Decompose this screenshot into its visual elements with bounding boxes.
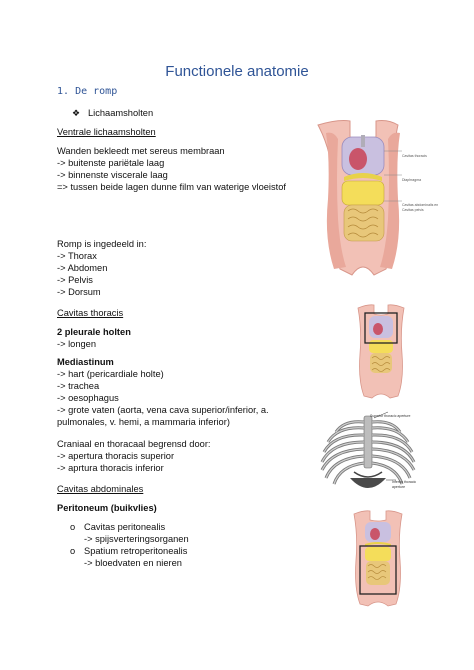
- circle-bullet-icon: o: [70, 522, 76, 532]
- outline-item-text: Spatium retroperitonealis: [84, 546, 188, 556]
- text-line: -> buitenste pariëtale laag: [57, 158, 165, 168]
- text-line: -> Dorsum: [57, 287, 101, 297]
- abdomen-highlight-figure: [344, 510, 412, 608]
- text-line: -> Pelvis: [57, 275, 93, 285]
- section-heading: [57, 86, 117, 98]
- text-line: -> aprtura thoracis inferior: [57, 463, 164, 473]
- text-line: -> Abdomen: [57, 263, 108, 273]
- cavitas-abdominales-heading: Cavitas abdominales: [57, 484, 144, 494]
- bullet-item-text: Lichaamsholten: [88, 108, 154, 118]
- figure-label: Cavitas thoracis: [402, 154, 427, 158]
- mediastinum-heading: Mediastinum: [57, 357, 114, 367]
- circle-bullet-icon: o: [70, 546, 76, 556]
- text-line: Craniaal en thoracaal begrensd door:: [57, 439, 211, 449]
- text-line: Wanden bekleedt met sereus membraan: [57, 146, 225, 156]
- section-number: 1.: [57, 86, 70, 97]
- outline-item: [70, 521, 165, 533]
- text-line: -> binnenste viscerale laag: [57, 170, 168, 180]
- text-line: -> grote vaten (aorta, vena cava superior/inferior, a.: [57, 405, 269, 415]
- text-line: pulmonales, v. hemi, a mammaria inferior): [57, 417, 230, 427]
- bullet-item: [72, 107, 153, 119]
- text-line: -> trachea: [57, 381, 100, 391]
- figure-label: Cavitas pelvis: [402, 208, 424, 212]
- text-line: -> Thorax: [57, 251, 97, 261]
- outline-item: [70, 545, 187, 557]
- figure-label: Superior thoracic aperture: [370, 414, 411, 418]
- outline-subitem: -> bloedvaten en nieren: [84, 558, 182, 568]
- text-line: Romp is ingedeeld in:: [57, 239, 147, 249]
- torso-cavities-figure: [298, 119, 428, 277]
- section-title: De romp: [75, 86, 118, 97]
- diamond-bullet-icon: ❖: [72, 108, 81, 118]
- peritoneum-heading: Peritoneum (buikvlies): [57, 503, 157, 513]
- figure-label: Diaphragma: [402, 178, 422, 182]
- figure-label: Cavitas abdominalis en: [402, 203, 439, 207]
- cavitas-thoracis-heading: Cavitas thoracis: [57, 308, 124, 318]
- thorax-highlight-figure: [350, 304, 412, 400]
- figure-label: aperture: [392, 485, 406, 489]
- pleurale-heading: 2 pleurale holten: [57, 327, 131, 337]
- figure-label: Inferior thoracic: [392, 480, 417, 484]
- text-line: -> hart (pericardiale holte): [57, 369, 164, 379]
- text-line: -> oesophagus: [57, 393, 119, 403]
- page-title: Functionele anatomie: [165, 63, 309, 80]
- text-line: -> apertura thoracis superior: [57, 451, 175, 461]
- text-line: -> longen: [57, 339, 97, 349]
- outline-subitem: -> spijsverteringsorganen: [84, 534, 189, 544]
- outline-item-text: Cavitas peritonealis: [84, 522, 166, 532]
- text-line: => tussen beide lagen dunne film van waterige vloeistof: [57, 182, 286, 192]
- ventral-heading: Ventrale lichaamsholten: [57, 127, 156, 137]
